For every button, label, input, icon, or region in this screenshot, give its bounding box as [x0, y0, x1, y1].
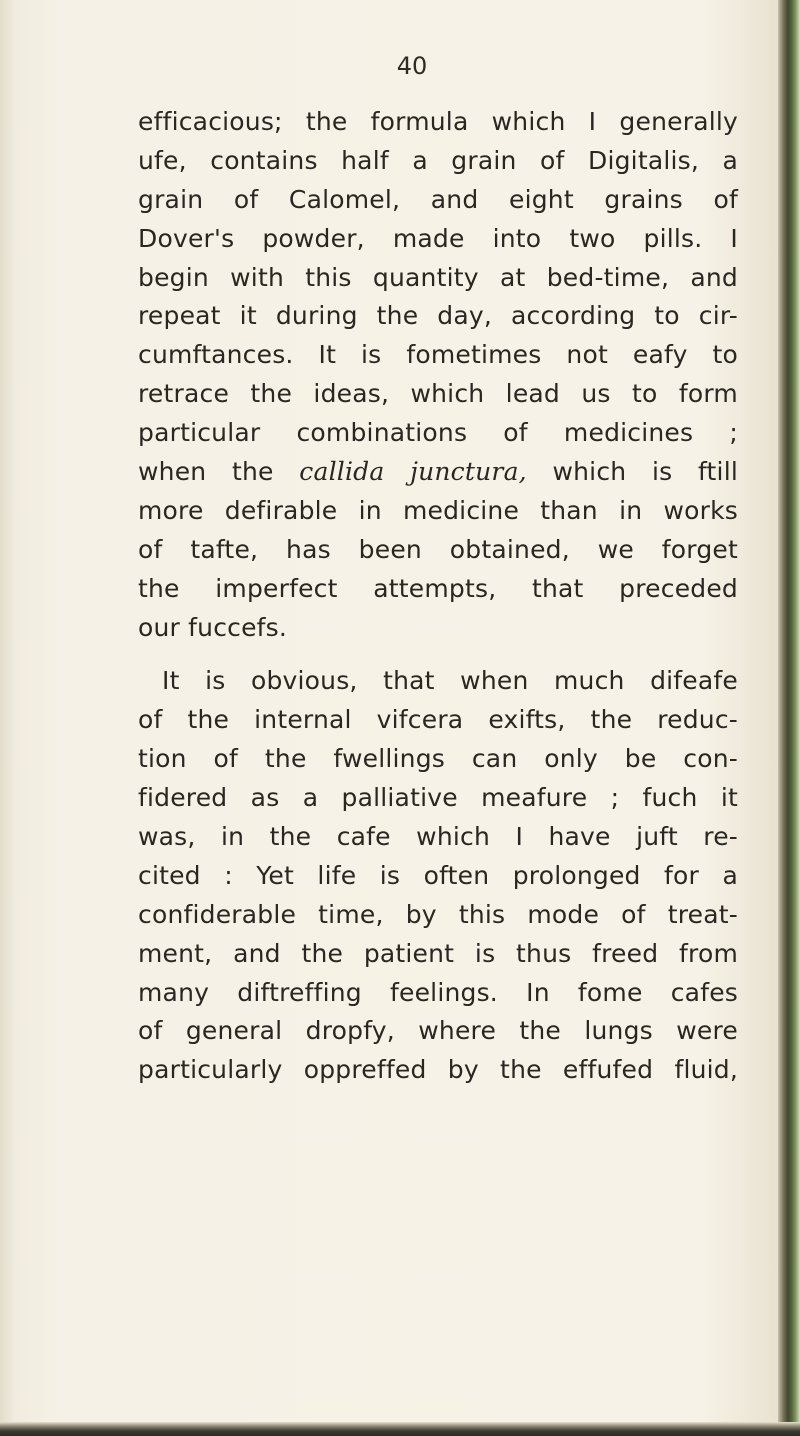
- text-line: Dover's powder, made into two pills. I: [138, 223, 738, 253]
- text-line: the imperfect attempts, that preceded: [138, 573, 738, 603]
- body-text: [138, 103, 738, 1090]
- text-line: fidered as a palliative meafure ; fuch it: [138, 783, 738, 813]
- page-edge-binding: [778, 0, 800, 1436]
- text-line: confiderable time, by this mode of treat-: [138, 899, 738, 929]
- text-line: grain of Calomel, and eight grains of: [138, 184, 738, 214]
- text-line: our fuccefs.: [138, 612, 288, 642]
- text-line: ment, and the patient is thus freed from: [138, 938, 738, 968]
- text-segment: which is ftill: [526, 457, 738, 487]
- text-line: more defirable in medicine than in works: [138, 495, 738, 525]
- italic-phrase: callida junctura,: [299, 457, 527, 487]
- page-bottom-edge: [0, 1422, 800, 1436]
- page-number: 40: [396, 52, 428, 80]
- text-line: cumftances. It is fometimes not eafy to: [138, 340, 738, 370]
- text-line: begin with this quantity at bed-time, and: [138, 262, 738, 292]
- text-line: particular combinations of medicines ;: [138, 418, 738, 448]
- page-gutter-shadow: [0, 0, 14, 1436]
- text-line: was, in the cafe which I have juft re-: [138, 822, 738, 852]
- text-line: of tafte, has been obtained, we forget: [138, 534, 738, 564]
- text-line: retrace the ideas, which lead us to form: [138, 379, 738, 409]
- paragraph-first-line: It is obvious, that when much difeafe: [162, 666, 738, 696]
- text-line: of general dropfy, where the lungs were: [138, 1016, 738, 1046]
- text-line: efficacious; the formula which I generally: [138, 107, 738, 136]
- text-line: particularly oppreffed by the effufed fluid,: [138, 1055, 738, 1085]
- text-segment: when the: [138, 457, 300, 487]
- text-line: many diftreffing feelings. In fome cafes: [138, 977, 738, 1007]
- text-line-with-italic: [138, 453, 738, 492]
- text-line: tion of the fwellings can only be con-: [138, 744, 738, 774]
- text-line: of the internal vifcera exifts, the reduc-: [138, 705, 738, 735]
- text-line: repeat it during the day, according to cir-: [138, 301, 738, 331]
- text-line: cited : Yet life is often prolonged for a: [138, 860, 738, 890]
- text-line: ufe, contains half a grain of Digitalis, a: [138, 145, 738, 175]
